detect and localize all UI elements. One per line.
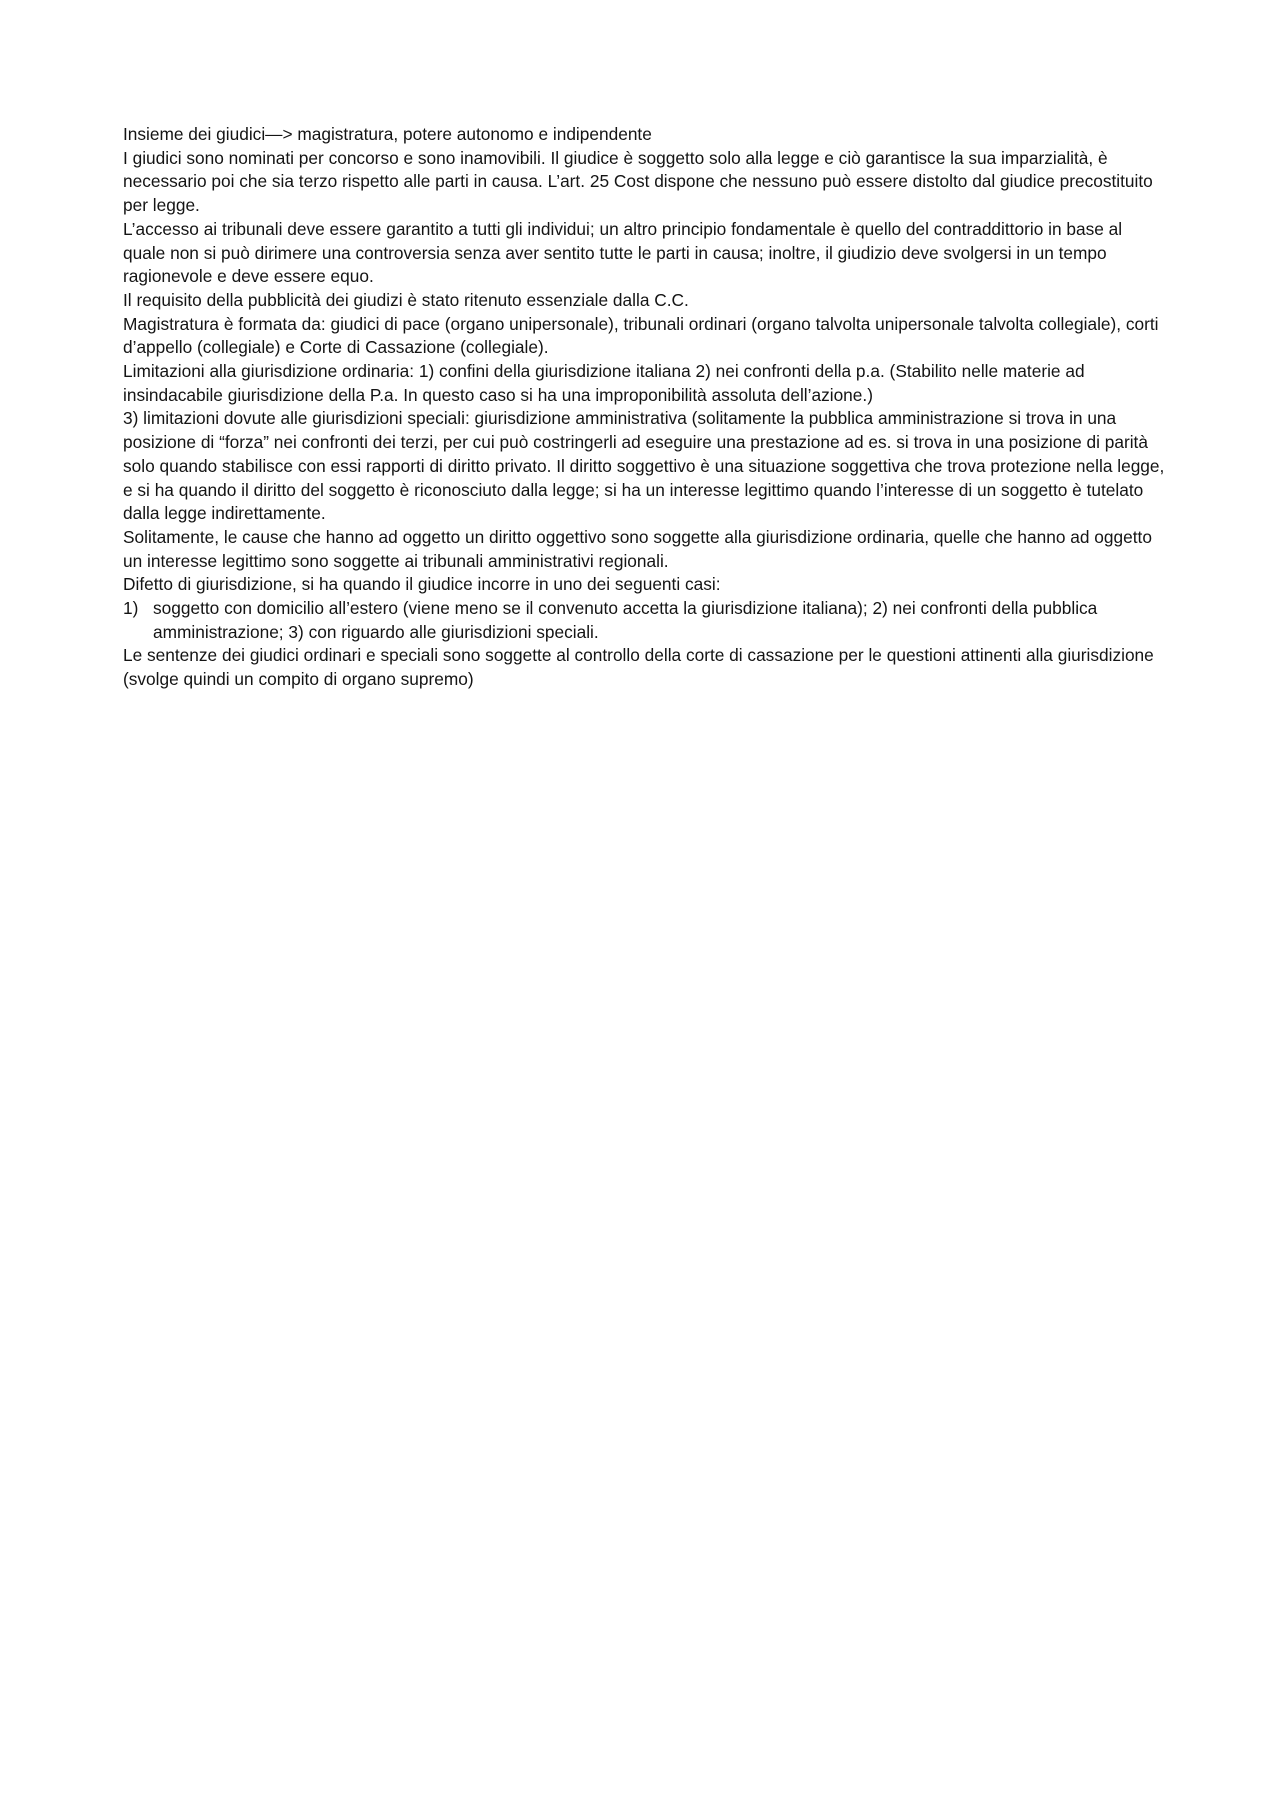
paragraph-access-to-courts: L’accesso ai tribunali deve essere garantito a tutti gli individui; un altro principio fondamentale è quello del contraddittorio in base al quale non si può dirimere una controversia senza aver sentito tutte le parti in causa; inoltre, il giudizio deve svolgersi in un tempo ragionevole e deve essere equo. — [123, 218, 1123, 287]
list-item-text: soggetto con domicilio all’estero (viene meno se il convenuto accetta la giurisdizione italiana); 2) nei confronti della pubblica amministrazione; 3) con riguardo alle giurisdizioni speciali. — [153, 598, 1098, 642]
paragraph-magistracy-composition: Magistratura è formata da: giudici di pace (organo unipersonale), tribunali ordinari (organo talvolta unipersonale talvolta collegiale), corti d’appello (collegiale) e Corte di Cassazione (collegiale). — [123, 313, 1159, 358]
paragraph-heading-line: Insieme dei giudici—> magistratura, potere autonomo e indipendente — [123, 124, 652, 144]
paragraph-lack-of-jurisdiction: Difetto di giurisdizione, si ha quando il giudice incorre in uno dei seguenti casi: — [123, 574, 721, 595]
paragraph-cassation-control: Le sentenze dei giudici ordinari e speciali sono soggette al controllo della corte di cassazione per le questioni attinenti alla giurisdizione (svolge quindi un compito di organo supremo) — [123, 645, 1154, 690]
paragraph-ordinary-vs-administrative: Solitamente, le cause che hanno ad oggetto un diritto oggettivo sono soggette alla giurisdizione ordinaria, quelle che hanno ad oggetto un interesse legittimo sono soggette ai tribunali amministrativi regionali. — [123, 526, 1152, 571]
paragraph-jurisdiction-limits: Limitazioni alla giurisdizione ordinaria: 1) confini della giurisdizione italiana 2) nei confronti della p.a. (Stabilito nelle materie ad insindacabile giurisdizione della P.a. In questo caso si ha una improponibilità assoluta dell’azione.) — [123, 361, 1085, 405]
list-item — [123, 597, 1169, 644]
list-item-number: 1) — [123, 598, 139, 619]
paragraph-judges-appointment: I giudici sono nominati per concorso e sono inamovibili. Il giudice è soggetto solo alla legge e ciò garantisce la sua imparzialità, è necessario poi che sia terzo rispetto alle parti in causa. L’art. 25 Cost dispone che nessuno può essere distolto dal giudice precostituito per legge. — [123, 147, 1153, 216]
paragraph-publicity-requirement: Il requisito della pubblicità dei giudizi è stato ritenuto essenziale dalla C.C. — [123, 289, 689, 310]
paragraph-special-jurisdictions: 3) limitazioni dovute alle giurisdizioni speciali: giurisdizione amministrativa (solitamente la pubblica amministrazione si trova in una posizione di “forza” nei confronti dei terzi, per cui può costringerli ad eseguire una prestazione ad es. si trova in una posizione di parità solo quando stabilisce con essi rapporti di diritto privato. Il diritto soggettivo è una situazione soggettiva che trova protezione nella legge, e si ha quando il diritto del soggetto è riconosciuto dalla legge; si ha un interesse legittimo quando l’interesse di un soggetto è tutelato dalla legge indirettamente. — [123, 408, 1165, 524]
document-body — [123, 123, 1169, 692]
